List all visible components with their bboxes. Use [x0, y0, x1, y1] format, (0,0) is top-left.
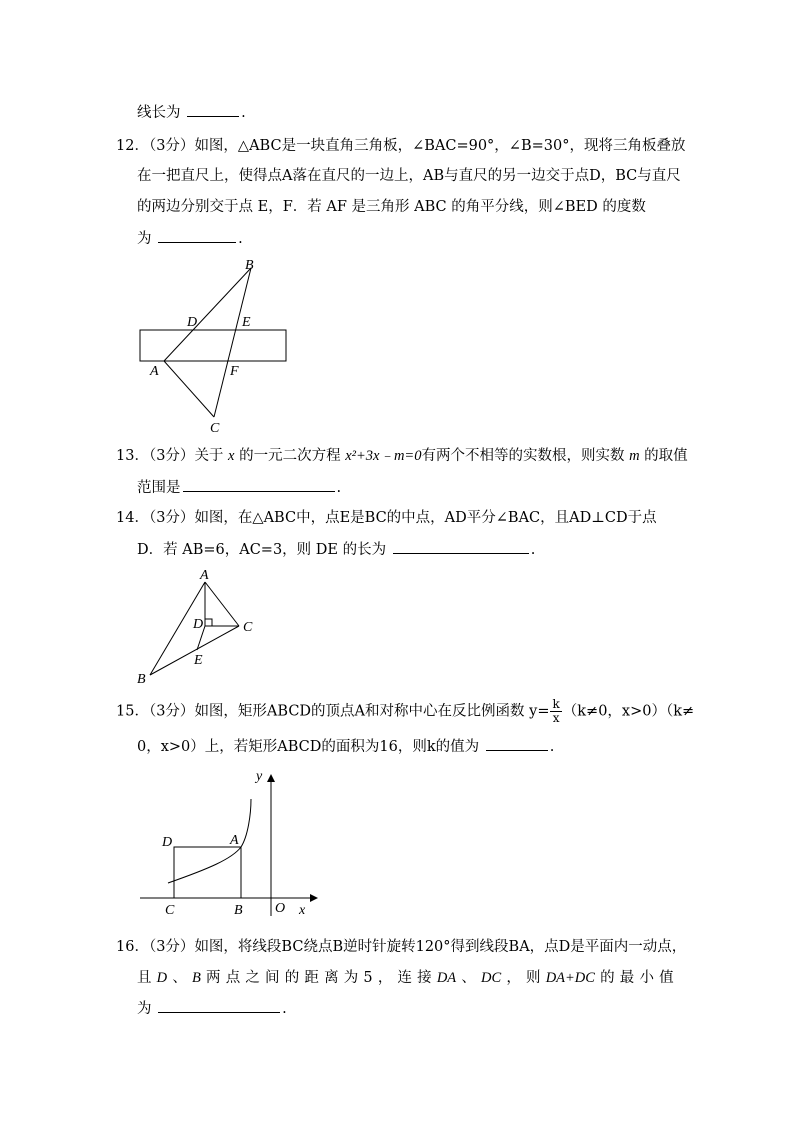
- q16-word: 则: [526, 970, 541, 986]
- q16-word: 、: [172, 970, 187, 986]
- q14-number: 14．: [116, 510, 149, 526]
- q14-right-angle-mark: [205, 619, 212, 626]
- q15-answer-blank[interactable]: [486, 736, 548, 751]
- q14-label-b: B: [137, 672, 146, 687]
- q15-label-c: C: [165, 903, 175, 918]
- q16-score: （3分）: [148, 939, 195, 955]
- q15-x-axis-arrow: [310, 894, 318, 902]
- q12-line-2: [137, 166, 681, 186]
- q12-label-b: B: [245, 258, 254, 273]
- q12-label-f: F: [230, 364, 239, 379]
- q12-number: 12．: [116, 138, 149, 154]
- q16-answer-blank[interactable]: [158, 998, 280, 1013]
- q12-label-e: E: [242, 315, 251, 330]
- q13-var-x: x: [228, 448, 235, 464]
- q12-end: .: [238, 231, 243, 247]
- q16-word: 值: [659, 970, 674, 986]
- q11-tail-text: 线长为: [137, 105, 181, 121]
- q12-text-3: 的两边分别交于点 E，F．若 AF 是三角形 ABC 的角平分线，则∠BED 的度数: [137, 199, 646, 215]
- q14-end: .: [530, 542, 536, 558]
- q15-label-d: D: [162, 835, 173, 850]
- q13-answer-blank[interactable]: [183, 477, 335, 492]
- q12-label-a: A: [150, 364, 159, 379]
- q15-fraction: [550, 698, 561, 725]
- q16-number: 16．: [116, 939, 149, 955]
- q15-number: 15．: [116, 703, 149, 720]
- q13-text-a: 关于: [194, 448, 229, 464]
- q12-line-1: [116, 136, 685, 156]
- q14-label-a: A: [200, 568, 209, 583]
- q12-ruler: [140, 330, 286, 361]
- q12-segment-ab: [164, 268, 251, 361]
- q15-fraction-denominator: x: [552, 711, 560, 725]
- q16-word: 点: [225, 970, 241, 986]
- q16-text-3: 为: [137, 1001, 152, 1017]
- q14-score: （3分）: [148, 510, 195, 526]
- q16-line-1: [116, 937, 686, 957]
- q15-label-y: y: [256, 769, 263, 784]
- q11-answer-blank[interactable]: [187, 102, 239, 117]
- q14-line-1: [116, 508, 657, 528]
- q16-text-1: 如图，将线段BC绕点B逆时针旋转120°得到线段BA，点D是平面内一动点，: [194, 939, 687, 955]
- q15-figure: [130, 766, 330, 921]
- q14-label-c: C: [243, 620, 253, 635]
- q15-label-a: A: [230, 833, 239, 848]
- q15-label-b: B: [234, 903, 243, 918]
- q16-word: ，: [377, 970, 393, 986]
- q12-score: （3分）: [148, 138, 195, 154]
- q13-var-m: m: [629, 448, 640, 464]
- q14-text-2: D．若 AB=6，AC=3，则 DE 的长为: [137, 542, 387, 558]
- q12-text-2: 在一把直尺上，使得点A落在直尺的一边上，AB与直尺的另一边交于点D，BC与直尺: [137, 168, 681, 184]
- q16-word: DA: [436, 970, 457, 986]
- q13-text-d: 的取值: [639, 448, 688, 464]
- q11-tail-line: [137, 102, 246, 123]
- q15-y-axis-arrow: [267, 774, 275, 782]
- q16-word: 的: [600, 970, 615, 986]
- q16-line-3: [137, 998, 287, 1019]
- q16-word: DA+DC: [545, 970, 595, 986]
- q16-word: 之: [245, 970, 260, 986]
- q11-end: .: [241, 105, 246, 121]
- q12-answer-blank[interactable]: [158, 228, 236, 243]
- q12-segment-ac: [164, 361, 214, 417]
- q12-text-4: 为: [137, 231, 152, 247]
- q16-word: 、: [461, 970, 476, 986]
- q14-text-1: 如图，在△ABC中，点E是BC的中点，AD平分∠BAC，且AD⊥CD于点: [194, 510, 657, 526]
- q12-line-4: [137, 228, 243, 249]
- q12-label-c: C: [210, 421, 220, 436]
- q13-line-1: [116, 446, 688, 466]
- q16-word: DC: [481, 970, 502, 986]
- q14-answer-blank[interactable]: [393, 539, 529, 554]
- q15-text-2: 0，x>0）上，若矩形ABCD的面积为16，则k的值为: [137, 739, 480, 755]
- q16-word: 离: [324, 970, 339, 986]
- q16-word: 连: [397, 970, 412, 986]
- q12-text-1: 如图，△ABC是一块直角三角板，∠BAC=90°，∠B=30°，现将三角板叠放: [194, 138, 686, 154]
- q13-equation: x²+3x﹣m=0: [345, 448, 422, 464]
- q15-line-1: [116, 698, 694, 725]
- q13-number: 13．: [116, 448, 149, 464]
- q16-word: 两: [206, 970, 221, 986]
- q16-word: 间: [265, 970, 280, 986]
- q15-text-a: 如图，矩形ABCD的顶点A和对称中心在反比例函数 y=: [194, 703, 550, 720]
- q14-figure: [130, 566, 270, 691]
- q16-word: ，: [506, 970, 521, 986]
- q13-line-2: [137, 477, 341, 498]
- q15-fraction-numerator: k: [552, 697, 560, 711]
- q14-label-d: D: [193, 617, 204, 632]
- q13-score: （3分）: [148, 448, 195, 464]
- q12-label-d: D: [187, 315, 198, 330]
- q16-word: 且: [137, 970, 152, 986]
- q15-rectangle-abcd: [174, 847, 241, 898]
- q16-end: .: [282, 1001, 287, 1017]
- q15-line-2: [137, 736, 554, 757]
- q14-label-e: E: [194, 653, 203, 668]
- q14-line-2: [137, 539, 535, 560]
- q15-score: （3分）: [148, 703, 195, 720]
- q16-line-2: [137, 968, 674, 988]
- q12-segment-bc: [214, 268, 251, 417]
- q15-label-x: x: [299, 903, 306, 918]
- q15-text-b: （k≠0，x>0）（k≠: [562, 703, 695, 720]
- q13-end: .: [336, 480, 342, 496]
- q12-line-3: [137, 197, 646, 217]
- q13-text-2: 范围是: [137, 480, 181, 496]
- q16-word: B: [192, 970, 201, 986]
- q15-label-o: O: [275, 901, 286, 916]
- q12-figure: [130, 255, 300, 435]
- q15-end: .: [549, 739, 555, 755]
- q16-word: 的: [284, 970, 300, 986]
- q16-word: 最: [619, 970, 635, 986]
- q16-word: 为: [343, 970, 359, 986]
- q16-word: 距: [304, 970, 319, 986]
- q13-text-b: 的一元二次方程: [234, 448, 346, 464]
- q16-word: 接: [417, 970, 432, 986]
- q13-text-c: 有两个不相等的实数根，则实数: [421, 448, 630, 464]
- q16-word: D: [156, 970, 168, 986]
- q16-word: 5: [363, 970, 373, 986]
- q16-word: 小: [639, 970, 654, 986]
